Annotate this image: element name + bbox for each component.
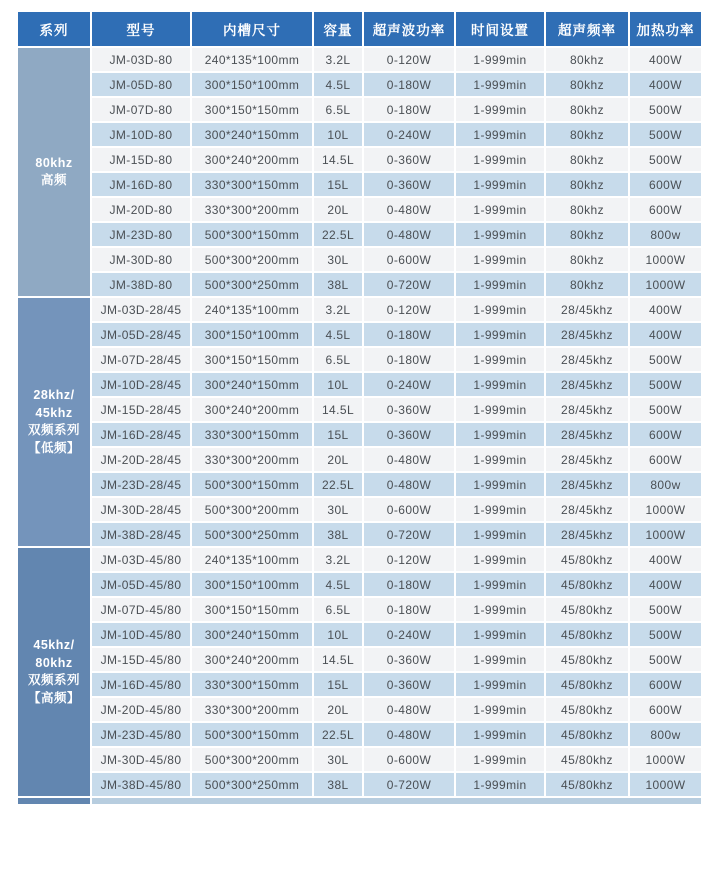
cell-model: JM-30D-28/45: [91, 497, 191, 522]
cell-tank-size: 300*150*100mm: [191, 572, 313, 597]
cell-time-setting: 1-999min: [455, 722, 545, 747]
cell-capacity: 10L: [313, 122, 363, 147]
column-header-time-setting: 时间设置: [455, 11, 545, 47]
cell-tank-size: 300*240*150mm: [191, 372, 313, 397]
cell-heating-power: 1000W: [629, 772, 702, 797]
cell-ultrasonic-frequency: 45/80khz: [545, 672, 629, 697]
cell-ultrasonic-frequency: 28/45khz: [545, 297, 629, 322]
cell-tank-size: 500*300*200mm: [191, 497, 313, 522]
cell-model: JM-23D-45/80: [91, 722, 191, 747]
table-row: [17, 197, 702, 222]
cell-ultrasonic-frequency: 80khz: [545, 272, 629, 297]
cell-model: JM-05D-28/45: [91, 322, 191, 347]
cell-ultrasonic-frequency: 28/45khz: [545, 322, 629, 347]
cell-heating-power: 500W: [629, 97, 702, 122]
cell-heating-power: 600W: [629, 422, 702, 447]
cell-time-setting: 1-999min: [455, 622, 545, 647]
cell-ultrasonic-frequency: 45/80khz: [545, 547, 629, 572]
cell-heating-power: 500W: [629, 347, 702, 372]
cell-capacity: 14.5L: [313, 397, 363, 422]
table-row: [17, 297, 702, 322]
cell-heating-power: 400W: [629, 72, 702, 97]
cell-model: JM-03D-80: [91, 47, 191, 72]
cell-model: JM-07D-80: [91, 97, 191, 122]
column-header-capacity: 容量: [313, 11, 363, 47]
cell-model: JM-10D-45/80: [91, 622, 191, 647]
cell-tank-size: 240*135*100mm: [191, 47, 313, 72]
cell-model: JM-10D-28/45: [91, 372, 191, 397]
cell-time-setting: 1-999min: [455, 547, 545, 572]
cell-ultrasonic-power: 0-180W: [363, 572, 455, 597]
cell-heating-power: 400W: [629, 297, 702, 322]
cell-model: JM-23D-80: [91, 222, 191, 247]
cell-ultrasonic-frequency: 28/45khz: [545, 472, 629, 497]
cell-ultrasonic-power: 0-180W: [363, 97, 455, 122]
cell-ultrasonic-frequency: 28/45khz: [545, 522, 629, 547]
cell-heating-power: 1000W: [629, 747, 702, 772]
cell-capacity: 20L: [313, 197, 363, 222]
cell-tank-size: 300*240*200mm: [191, 147, 313, 172]
table-row: [17, 172, 702, 197]
cell-time-setting: 1-999min: [455, 672, 545, 697]
cell-ultrasonic-power: 0-480W: [363, 472, 455, 497]
cell-time-setting: 1-999min: [455, 322, 545, 347]
cell-model: JM-05D-80: [91, 72, 191, 97]
cell-time-setting: 1-999min: [455, 597, 545, 622]
cell-capacity: 30L: [313, 247, 363, 272]
cell-capacity: 3.2L: [313, 297, 363, 322]
table-row: [17, 322, 702, 347]
column-header-tank-size: 内槽尺寸: [191, 11, 313, 47]
cell-ultrasonic-frequency: 45/80khz: [545, 697, 629, 722]
table-row: [17, 247, 702, 272]
cell-ultrasonic-power: 0-480W: [363, 222, 455, 247]
cell-capacity: 20L: [313, 447, 363, 472]
cell-heating-power: 1000W: [629, 497, 702, 522]
cell-ultrasonic-power: 0-480W: [363, 722, 455, 747]
cell-time-setting: 1-999min: [455, 147, 545, 172]
table-row: [17, 47, 702, 72]
cell-model: JM-15D-28/45: [91, 397, 191, 422]
cell-capacity: 30L: [313, 747, 363, 772]
cell-tank-size: 240*135*100mm: [191, 547, 313, 572]
cell-heating-power: 600W: [629, 447, 702, 472]
cell-model: JM-03D-28/45: [91, 297, 191, 322]
header-row: [17, 11, 702, 47]
cell-ultrasonic-power: 0-720W: [363, 772, 455, 797]
cell-heating-power: 1000W: [629, 522, 702, 547]
cell-ultrasonic-power: 0-360W: [363, 397, 455, 422]
cell-model: JM-20D-45/80: [91, 697, 191, 722]
cell-ultrasonic-power: 0-480W: [363, 697, 455, 722]
cell-time-setting: 1-999min: [455, 747, 545, 772]
table-row: [17, 472, 702, 497]
cell-ultrasonic-frequency: 80khz: [545, 147, 629, 172]
cell-ultrasonic-frequency: 80khz: [545, 72, 629, 97]
cell-ultrasonic-power: 0-600W: [363, 747, 455, 772]
cell-heating-power: 600W: [629, 197, 702, 222]
cell-ultrasonic-power: 0-480W: [363, 197, 455, 222]
cell-time-setting: 1-999min: [455, 472, 545, 497]
cell-time-setting: 1-999min: [455, 397, 545, 422]
cell-time-setting: 1-999min: [455, 572, 545, 597]
table-row: [17, 97, 702, 122]
table-row: [17, 347, 702, 372]
cell-capacity: 15L: [313, 172, 363, 197]
cell-ultrasonic-frequency: 80khz: [545, 172, 629, 197]
table-row: [17, 122, 702, 147]
cell-ultrasonic-power: 0-360W: [363, 647, 455, 672]
table-row: [17, 222, 702, 247]
cell-ultrasonic-frequency: 80khz: [545, 247, 629, 272]
cell-model: JM-23D-28/45: [91, 472, 191, 497]
cell-tank-size: 330*300*200mm: [191, 447, 313, 472]
cell-heating-power: 400W: [629, 547, 702, 572]
cell-capacity: 15L: [313, 672, 363, 697]
cell-capacity: 6.5L: [313, 347, 363, 372]
cell-tank-size: 330*300*200mm: [191, 197, 313, 222]
cell-ultrasonic-frequency: 45/80khz: [545, 647, 629, 672]
cell-time-setting: 1-999min: [455, 272, 545, 297]
table-row: [17, 397, 702, 422]
footer-series-cell: [17, 797, 91, 805]
table-row: [17, 422, 702, 447]
cell-heating-power: 500W: [629, 397, 702, 422]
cell-capacity: 6.5L: [313, 97, 363, 122]
table-footer-row: [17, 797, 702, 805]
cell-ultrasonic-frequency: 28/45khz: [545, 422, 629, 447]
cell-model: JM-15D-45/80: [91, 647, 191, 672]
cell-ultrasonic-power: 0-120W: [363, 297, 455, 322]
cell-capacity: 10L: [313, 622, 363, 647]
table-row: [17, 72, 702, 97]
cell-heating-power: 1000W: [629, 272, 702, 297]
cell-ultrasonic-power: 0-360W: [363, 147, 455, 172]
cell-ultrasonic-frequency: 28/45khz: [545, 447, 629, 472]
cell-ultrasonic-power: 0-120W: [363, 547, 455, 572]
cell-heating-power: 600W: [629, 672, 702, 697]
table-row: [17, 672, 702, 697]
cell-ultrasonic-power: 0-360W: [363, 422, 455, 447]
cell-time-setting: 1-999min: [455, 172, 545, 197]
cell-ultrasonic-frequency: 45/80khz: [545, 722, 629, 747]
cell-tank-size: 300*150*150mm: [191, 347, 313, 372]
product-spec-table: [16, 10, 703, 806]
table-row: [17, 497, 702, 522]
cell-time-setting: 1-999min: [455, 497, 545, 522]
cell-ultrasonic-power: 0-360W: [363, 172, 455, 197]
cell-tank-size: 300*240*150mm: [191, 622, 313, 647]
series-cell-group-3: 45khz/ 80khz 双频系列 【高频】: [17, 547, 91, 797]
cell-ultrasonic-power: 0-480W: [363, 447, 455, 472]
cell-model: JM-20D-80: [91, 197, 191, 222]
cell-capacity: 3.2L: [313, 547, 363, 572]
cell-model: JM-16D-28/45: [91, 422, 191, 447]
cell-tank-size: 500*300*150mm: [191, 472, 313, 497]
cell-heating-power: 400W: [629, 322, 702, 347]
cell-tank-size: 300*240*150mm: [191, 122, 313, 147]
cell-ultrasonic-power: 0-600W: [363, 247, 455, 272]
table-body: [17, 47, 702, 805]
cell-time-setting: 1-999min: [455, 297, 545, 322]
cell-time-setting: 1-999min: [455, 422, 545, 447]
cell-tank-size: 330*300*200mm: [191, 697, 313, 722]
cell-time-setting: 1-999min: [455, 772, 545, 797]
cell-ultrasonic-frequency: 45/80khz: [545, 772, 629, 797]
cell-ultrasonic-frequency: 80khz: [545, 122, 629, 147]
cell-time-setting: 1-999min: [455, 247, 545, 272]
cell-ultrasonic-frequency: 28/45khz: [545, 397, 629, 422]
cell-model: JM-07D-45/80: [91, 597, 191, 622]
cell-heating-power: 400W: [629, 572, 702, 597]
column-header-ultrasonic-frequency: 超声频率: [545, 11, 629, 47]
cell-capacity: 4.5L: [313, 322, 363, 347]
cell-capacity: 22.5L: [313, 472, 363, 497]
cell-ultrasonic-frequency: 80khz: [545, 47, 629, 72]
cell-model: JM-05D-45/80: [91, 572, 191, 597]
cell-tank-size: 500*300*250mm: [191, 522, 313, 547]
table-row: [17, 547, 702, 572]
cell-time-setting: 1-999min: [455, 122, 545, 147]
column-header-heating-power: 加热功率: [629, 11, 702, 47]
column-header-series: 系列: [17, 11, 91, 47]
cell-model: JM-30D-80: [91, 247, 191, 272]
cell-ultrasonic-power: 0-180W: [363, 322, 455, 347]
cell-capacity: 30L: [313, 497, 363, 522]
cell-ultrasonic-frequency: 28/45khz: [545, 497, 629, 522]
cell-ultrasonic-power: 0-360W: [363, 672, 455, 697]
table-row: [17, 272, 702, 297]
cell-capacity: 15L: [313, 422, 363, 447]
cell-model: JM-20D-28/45: [91, 447, 191, 472]
cell-time-setting: 1-999min: [455, 347, 545, 372]
cell-ultrasonic-power: 0-180W: [363, 347, 455, 372]
cell-tank-size: 330*300*150mm: [191, 422, 313, 447]
table-row: [17, 572, 702, 597]
cell-model: JM-10D-80: [91, 122, 191, 147]
cell-heating-power: 500W: [629, 122, 702, 147]
cell-ultrasonic-frequency: 80khz: [545, 97, 629, 122]
cell-ultrasonic-power: 0-720W: [363, 272, 455, 297]
cell-heating-power: 1000W: [629, 247, 702, 272]
cell-capacity: 4.5L: [313, 572, 363, 597]
table-row: [17, 647, 702, 672]
cell-tank-size: 330*300*150mm: [191, 172, 313, 197]
cell-time-setting: 1-999min: [455, 447, 545, 472]
cell-heating-power: 400W: [629, 47, 702, 72]
cell-ultrasonic-power: 0-180W: [363, 597, 455, 622]
table-row: [17, 697, 702, 722]
cell-capacity: 6.5L: [313, 597, 363, 622]
table-row: [17, 372, 702, 397]
cell-capacity: 3.2L: [313, 47, 363, 72]
cell-heating-power: 500W: [629, 622, 702, 647]
cell-capacity: 14.5L: [313, 147, 363, 172]
cell-capacity: 14.5L: [313, 647, 363, 672]
table-row: [17, 147, 702, 172]
cell-ultrasonic-power: 0-240W: [363, 622, 455, 647]
footer-strip: [91, 797, 702, 805]
cell-ultrasonic-power: 0-600W: [363, 497, 455, 522]
cell-model: JM-15D-80: [91, 147, 191, 172]
cell-tank-size: 500*300*150mm: [191, 222, 313, 247]
cell-ultrasonic-power: 0-120W: [363, 47, 455, 72]
cell-ultrasonic-frequency: 45/80khz: [545, 622, 629, 647]
cell-time-setting: 1-999min: [455, 97, 545, 122]
cell-tank-size: 500*300*200mm: [191, 247, 313, 272]
cell-ultrasonic-frequency: 80khz: [545, 222, 629, 247]
cell-heating-power: 500W: [629, 647, 702, 672]
cell-heating-power: 800w: [629, 222, 702, 247]
cell-ultrasonic-power: 0-180W: [363, 72, 455, 97]
cell-tank-size: 300*240*200mm: [191, 397, 313, 422]
cell-model: JM-07D-28/45: [91, 347, 191, 372]
cell-ultrasonic-power: 0-720W: [363, 522, 455, 547]
cell-heating-power: 500W: [629, 372, 702, 397]
cell-heating-power: 500W: [629, 597, 702, 622]
cell-capacity: 20L: [313, 697, 363, 722]
cell-capacity: 22.5L: [313, 222, 363, 247]
cell-tank-size: 240*135*100mm: [191, 297, 313, 322]
cell-capacity: 4.5L: [313, 72, 363, 97]
cell-heating-power: 600W: [629, 172, 702, 197]
cell-tank-size: 500*300*250mm: [191, 772, 313, 797]
cell-tank-size: 330*300*150mm: [191, 672, 313, 697]
cell-time-setting: 1-999min: [455, 222, 545, 247]
table-row: [17, 747, 702, 772]
cell-heating-power: 500W: [629, 147, 702, 172]
cell-tank-size: 500*300*200mm: [191, 747, 313, 772]
cell-time-setting: 1-999min: [455, 47, 545, 72]
cell-ultrasonic-frequency: 80khz: [545, 197, 629, 222]
cell-time-setting: 1-999min: [455, 647, 545, 672]
series-cell-group-1: 80khz 高频: [17, 47, 91, 297]
cell-model: JM-16D-45/80: [91, 672, 191, 697]
cell-tank-size: 300*150*100mm: [191, 72, 313, 97]
cell-tank-size: 300*150*150mm: [191, 597, 313, 622]
cell-ultrasonic-power: 0-240W: [363, 122, 455, 147]
table-row: [17, 597, 702, 622]
cell-capacity: 38L: [313, 272, 363, 297]
cell-time-setting: 1-999min: [455, 72, 545, 97]
column-header-model: 型号: [91, 11, 191, 47]
cell-ultrasonic-frequency: 28/45khz: [545, 347, 629, 372]
cell-tank-size: 500*300*150mm: [191, 722, 313, 747]
series-cell-group-2: 28khz/ 45khz 双频系列 【低频】: [17, 297, 91, 547]
cell-model: JM-30D-45/80: [91, 747, 191, 772]
cell-ultrasonic-frequency: 45/80khz: [545, 747, 629, 772]
cell-heating-power: 800w: [629, 722, 702, 747]
cell-model: JM-38D-45/80: [91, 772, 191, 797]
cell-time-setting: 1-999min: [455, 197, 545, 222]
table-row: [17, 447, 702, 472]
column-header-ultrasonic-power: 超声波功率: [363, 11, 455, 47]
cell-heating-power: 600W: [629, 697, 702, 722]
cell-capacity: 10L: [313, 372, 363, 397]
cell-heating-power: 800w: [629, 472, 702, 497]
table-row: [17, 772, 702, 797]
cell-ultrasonic-frequency: 28/45khz: [545, 372, 629, 397]
cell-capacity: 38L: [313, 522, 363, 547]
cell-tank-size: 300*150*100mm: [191, 322, 313, 347]
cell-time-setting: 1-999min: [455, 372, 545, 397]
cell-capacity: 22.5L: [313, 722, 363, 747]
cell-capacity: 38L: [313, 772, 363, 797]
cell-model: JM-38D-80: [91, 272, 191, 297]
table-row: [17, 722, 702, 747]
table-row: [17, 622, 702, 647]
cell-ultrasonic-frequency: 45/80khz: [545, 597, 629, 622]
cell-model: JM-38D-28/45: [91, 522, 191, 547]
cell-time-setting: 1-999min: [455, 697, 545, 722]
cell-tank-size: 300*240*200mm: [191, 647, 313, 672]
table-row: [17, 522, 702, 547]
cell-ultrasonic-power: 0-240W: [363, 372, 455, 397]
cell-time-setting: 1-999min: [455, 522, 545, 547]
cell-model: JM-16D-80: [91, 172, 191, 197]
cell-tank-size: 500*300*250mm: [191, 272, 313, 297]
cell-tank-size: 300*150*150mm: [191, 97, 313, 122]
cell-ultrasonic-frequency: 45/80khz: [545, 572, 629, 597]
cell-model: JM-03D-45/80: [91, 547, 191, 572]
